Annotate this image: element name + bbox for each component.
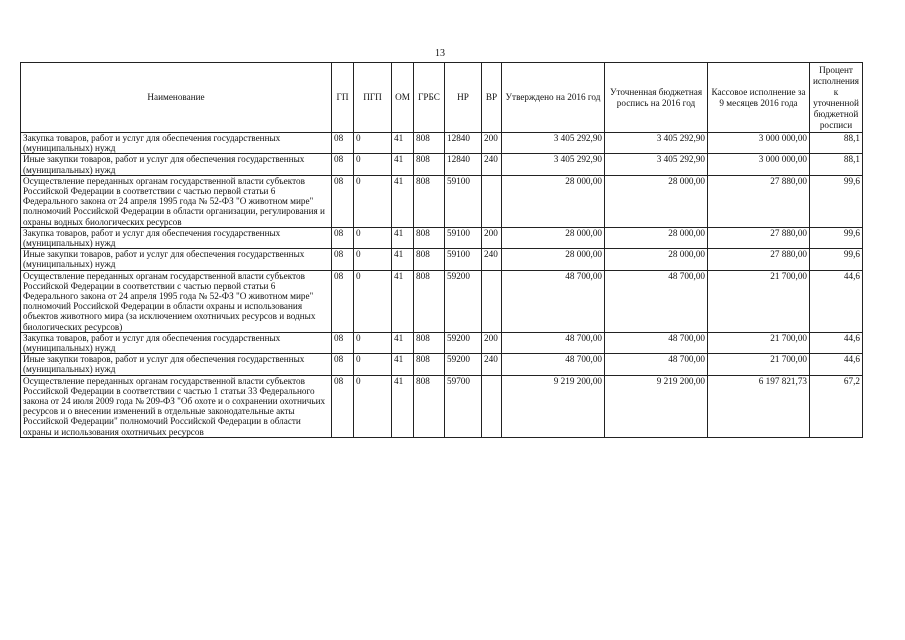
table-row (21, 354, 863, 375)
cell-name: Иные закупки товаров, работ и услуг для обеспечения государственных (муниципальных) нужд (21, 154, 332, 175)
budget-table (20, 62, 863, 438)
cell-gp: 08 (332, 249, 354, 270)
table-row (21, 227, 863, 248)
cell-name: Иные закупки товаров, работ и услуг для обеспечения государственных (муниципальных) нужд (21, 249, 332, 270)
cell-refined: 28 000,00 (605, 227, 708, 248)
cell-ppgp: 0 (354, 133, 392, 154)
cell-om: 41 (392, 354, 414, 375)
cell-grbs: 808 (414, 133, 445, 154)
cell-approved: 48 700,00 (502, 354, 605, 375)
cell-gp: 08 (332, 227, 354, 248)
cell-np: 12840 (445, 133, 482, 154)
header-vr: ВР (482, 63, 502, 133)
cell-om: 41 (392, 133, 414, 154)
cell-grbs: 808 (414, 154, 445, 175)
cell-np: 12840 (445, 154, 482, 175)
cell-grbs: 808 (414, 249, 445, 270)
cell-approved: 3 405 292,90 (502, 154, 605, 175)
cell-percent: 99,6 (810, 249, 863, 270)
cell-refined: 9 219 200,00 (605, 375, 708, 437)
cell-approved: 28 000,00 (502, 249, 605, 270)
cell-grbs: 808 (414, 375, 445, 437)
header-gp: ГП (332, 63, 354, 133)
table-row (21, 133, 863, 154)
cell-name: Осуществление переданных органам государственной власти субъектов Российской Федерации в соответствии с частью первой статьи 6 Федерального закона от 24 апреля 1995 года № 52-ФЗ "О животном мире" полномочий Российской Федерации в области организации, регулирования и охраны водных биологических ресурсов (21, 175, 332, 227)
cell-approved: 28 000,00 (502, 227, 605, 248)
cell-gp: 08 (332, 375, 354, 437)
cell-om: 41 (392, 375, 414, 437)
cell-vr: 240 (482, 154, 502, 175)
cell-np: 59100 (445, 227, 482, 248)
cell-name: Иные закупки товаров, работ и услуг для обеспечения государственных (муниципальных) нужд (21, 354, 332, 375)
cell-np: 59100 (445, 175, 482, 227)
cell-om: 41 (392, 154, 414, 175)
cell-vr: 240 (482, 249, 502, 270)
cell-cash: 21 700,00 (708, 354, 810, 375)
header-om: ОМ (392, 63, 414, 133)
cell-np: 59200 (445, 332, 482, 353)
page-number: 13 (435, 48, 445, 59)
cell-gp: 08 (332, 332, 354, 353)
header-np: НР (445, 63, 482, 133)
cell-vr: 200 (482, 133, 502, 154)
cell-np: 59100 (445, 249, 482, 270)
cell-cash: 21 700,00 (708, 270, 810, 332)
cell-gp: 08 (332, 354, 354, 375)
cell-om: 41 (392, 175, 414, 227)
cell-name: Закупка товаров, работ и услуг для обеспечения государственных (муниципальных) нужд (21, 133, 332, 154)
cell-percent: 44,6 (810, 332, 863, 353)
cell-name: Закупка товаров, работ и услуг для обеспечения государственных (муниципальных) нужд (21, 332, 332, 353)
table-row (21, 154, 863, 175)
table-row (21, 175, 863, 227)
cell-np: 59200 (445, 354, 482, 375)
header-name: Наименование (21, 63, 332, 133)
cell-gp: 08 (332, 154, 354, 175)
cell-refined: 48 700,00 (605, 332, 708, 353)
cell-percent: 67,2 (810, 375, 863, 437)
cell-cash: 3 000 000,00 (708, 154, 810, 175)
header-ppgp: ПГП (354, 63, 392, 133)
cell-refined: 3 405 292,90 (605, 133, 708, 154)
cell-grbs: 808 (414, 175, 445, 227)
cell-percent: 88,1 (810, 133, 863, 154)
header-row (21, 63, 863, 133)
cell-grbs: 808 (414, 227, 445, 248)
cell-vr (482, 175, 502, 227)
cell-percent: 99,6 (810, 175, 863, 227)
cell-percent: 88,1 (810, 154, 863, 175)
cell-refined: 28 000,00 (605, 175, 708, 227)
cell-name: Осуществление переданных органам государственной власти субъектов Российской Федерации в соответствии с частью первой статьи 6 Федерального закона от 24 апреля 1995 года № 52-ФЗ "О животном мире" полномочий Российской Федерации в области охраны и использования объектов животного мира (за исключением охотничьих ресурсов и водных биологических ресурсов) (21, 270, 332, 332)
header-percent: Процент исполнения к уточненной бюджетной росписи (810, 63, 863, 133)
cell-approved: 9 219 200,00 (502, 375, 605, 437)
cell-om: 41 (392, 227, 414, 248)
table-row (21, 332, 863, 353)
cell-ppgp: 0 (354, 354, 392, 375)
cell-cash: 3 000 000,00 (708, 133, 810, 154)
cell-percent: 44,6 (810, 354, 863, 375)
cell-vr: 240 (482, 354, 502, 375)
header-refined: Уточненная бюджетная роспись на 2016 год (605, 63, 708, 133)
cell-om: 41 (392, 332, 414, 353)
header-approved: Утверждено на 2016 год (502, 63, 605, 133)
cell-refined: 28 000,00 (605, 249, 708, 270)
cell-approved: 48 700,00 (502, 270, 605, 332)
cell-approved: 48 700,00 (502, 332, 605, 353)
cell-ppgp: 0 (354, 332, 392, 353)
cell-vr: 200 (482, 227, 502, 248)
cell-om: 41 (392, 249, 414, 270)
header-grbs: ГРБС (414, 63, 445, 133)
cell-cash: 27 880,00 (708, 175, 810, 227)
cell-ppgp: 0 (354, 249, 392, 270)
cell-ppgp: 0 (354, 154, 392, 175)
cell-vr (482, 270, 502, 332)
cell-percent: 99,6 (810, 227, 863, 248)
cell-np: 59200 (445, 270, 482, 332)
table-row (21, 249, 863, 270)
cell-name: Закупка товаров, работ и услуг для обеспечения государственных (муниципальных) нужд (21, 227, 332, 248)
table-row (21, 270, 863, 332)
cell-cash: 6 197 821,73 (708, 375, 810, 437)
cell-cash: 27 880,00 (708, 249, 810, 270)
cell-gp: 08 (332, 133, 354, 154)
cell-vr (482, 375, 502, 437)
table-body (21, 133, 863, 438)
cell-approved: 3 405 292,90 (502, 133, 605, 154)
cell-refined: 48 700,00 (605, 270, 708, 332)
cell-percent: 44,6 (810, 270, 863, 332)
table-row (21, 375, 863, 437)
cell-cash: 27 880,00 (708, 227, 810, 248)
cell-ppgp: 0 (354, 227, 392, 248)
cell-gp: 08 (332, 270, 354, 332)
cell-grbs: 808 (414, 270, 445, 332)
cell-np: 59700 (445, 375, 482, 437)
cell-grbs: 808 (414, 332, 445, 353)
cell-ppgp: 0 (354, 375, 392, 437)
cell-approved: 28 000,00 (502, 175, 605, 227)
cell-om: 41 (392, 270, 414, 332)
cell-ppgp: 0 (354, 175, 392, 227)
cell-gp: 08 (332, 175, 354, 227)
cell-vr: 200 (482, 332, 502, 353)
cell-refined: 48 700,00 (605, 354, 708, 375)
cell-ppgp: 0 (354, 270, 392, 332)
cell-grbs: 808 (414, 354, 445, 375)
cell-cash: 21 700,00 (708, 332, 810, 353)
header-cash: Кассовое исполнение за 9 месяцев 2016 года (708, 63, 810, 133)
cell-name: Осуществление переданных органам государственной власти субъектов Российской Федерации в соответствии с частью 1 статьи 33 Федерального закона от 24 июля 2009 года № 209-ФЗ "Об охоте и о сохранении охотничьих ресурсов и о внесении изменений в отдельные законодательные акты Российской Федерации" полномочий Российской Федерации в области охраны и использования охотничьих ресурсов (21, 375, 332, 437)
cell-refined: 3 405 292,90 (605, 154, 708, 175)
